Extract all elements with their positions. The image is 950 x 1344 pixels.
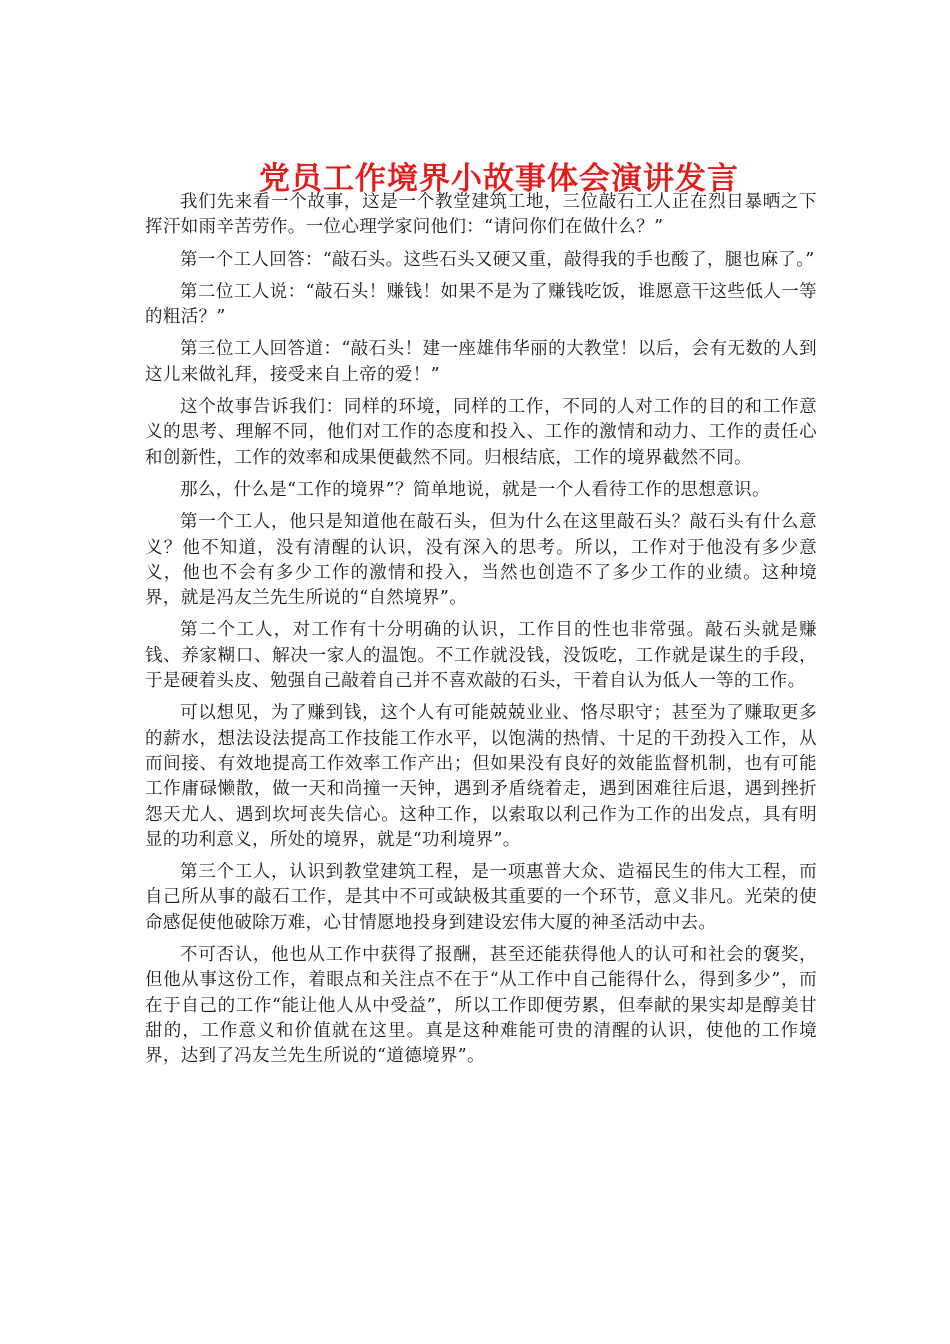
paragraph: 第一个工人回答：“敲石头。这些石头又硬又重，敲得我的手也酸了，腿也麻了。” bbox=[180, 249, 815, 270]
paragraph: 我们先来看一个故事，这是一个教堂建筑工地，三位敲石工人正在烈日暴晒之下挥汗如雨辛苦劳作。一位心理学家问他们：“请问你们在做什么？” bbox=[145, 192, 817, 238]
paragraph: 那么，什么是“工作的境界”？简单地说，就是一个人看待工作的思想意识。 bbox=[180, 479, 770, 500]
paragraph: 第一个工人，他只是知道他在敲石头，但为什么在这里敲石头？敲石头有什么意义？他不知道，没有清醒的认识，没有深入的思考。所以，工作对于他没有多少意义，他也不会有多少工作的激情和投入，当然也创造不了多少工作的业绩。这种境界，就是冯友兰先生所说的“自然境界”。 bbox=[145, 512, 817, 609]
paragraph: 不可否认，他也从工作中获得了报酬，甚至还能获得他人的认可和社会的褒奖，但他从事这份工作，着眼点和关注点不在于“从工作中自己能得什么，得到多少”，而在于自己的工作“能让他人从中受益”，所以工作即便劳累，但奉献的果实却是醇美甘甜的，工作意义和价值就在这里。真是这种难能可贵的清醒的认识，使他的工作境界，达到了冯友兰先生所说的“道德境界”。 bbox=[145, 945, 817, 1067]
paragraph: 第二个工人，对工作有十分明确的认识，工作目的性也非常强。敲石头就是赚钱、养家糊口、解决一家人的温饱。不工作就没钱，没饭吃，工作就是谋生的手段，于是硬着头皮、勉强自己敲着自己并不喜欢敲的石头，干着自认为低人一等的工作。 bbox=[145, 620, 817, 692]
paragraph: 第三个工人，认识到教堂建筑工程，是一项惠普大众、造福民生的伟大工程，而自己所从事的敲石工作，是其中不可或缺极其重要的一个环节，意义非凡。光荣的使命感促使他破除万难，心甘情愿地投身到建设宏伟大厦的神圣活动中去。 bbox=[145, 862, 817, 933]
document-title: 党员工作境界小故事体会演讲发言 bbox=[259, 160, 739, 197]
paragraph: 第三位工人回答道：“敲石头！建一座雄伟华丽的大教堂！以后，会有无数的人到这儿来做礼拜，接受来自上帝的爱！” bbox=[145, 339, 817, 385]
paragraph: 第二位工人说：“敲石头！赚钱！如果不是为了赚钱吃饭，谁愿意干这些低人一等的粗活？” bbox=[145, 281, 817, 328]
paragraph: 可以想见，为了赚到钱，这个人有可能兢兢业业、恪尽职守；甚至为了赚取更多的薪水，想法设法提高工作技能工作水平，以饱满的热情、十足的干劲投入工作，从而间接、有效地提高工作效率工作产出；但如果没有良好的效能监督机制，也有可能工作庸碌懒散，做一天和尚撞一天钟，遇到矛盾绕着走，遇到困难往后退，遇到挫折怨天尤人、遇到坎坷丧失信心。这种工作，以索取以利己作为工作的出发点，具有明显的功利意义，所处的境界，就是“功利境界”。 bbox=[145, 703, 817, 850]
paragraph: 这个故事告诉我们：同样的环境，同样的工作，不同的人对工作的目的和工作意义的思考、理解不同，他们对工作的态度和投入、工作的激情和动力、工作的责任心和创新性，工作的效率和成果便截然不同。归根结底，工作的境界截然不同。 bbox=[145, 397, 817, 468]
document-body bbox=[145, 190, 817, 1077]
